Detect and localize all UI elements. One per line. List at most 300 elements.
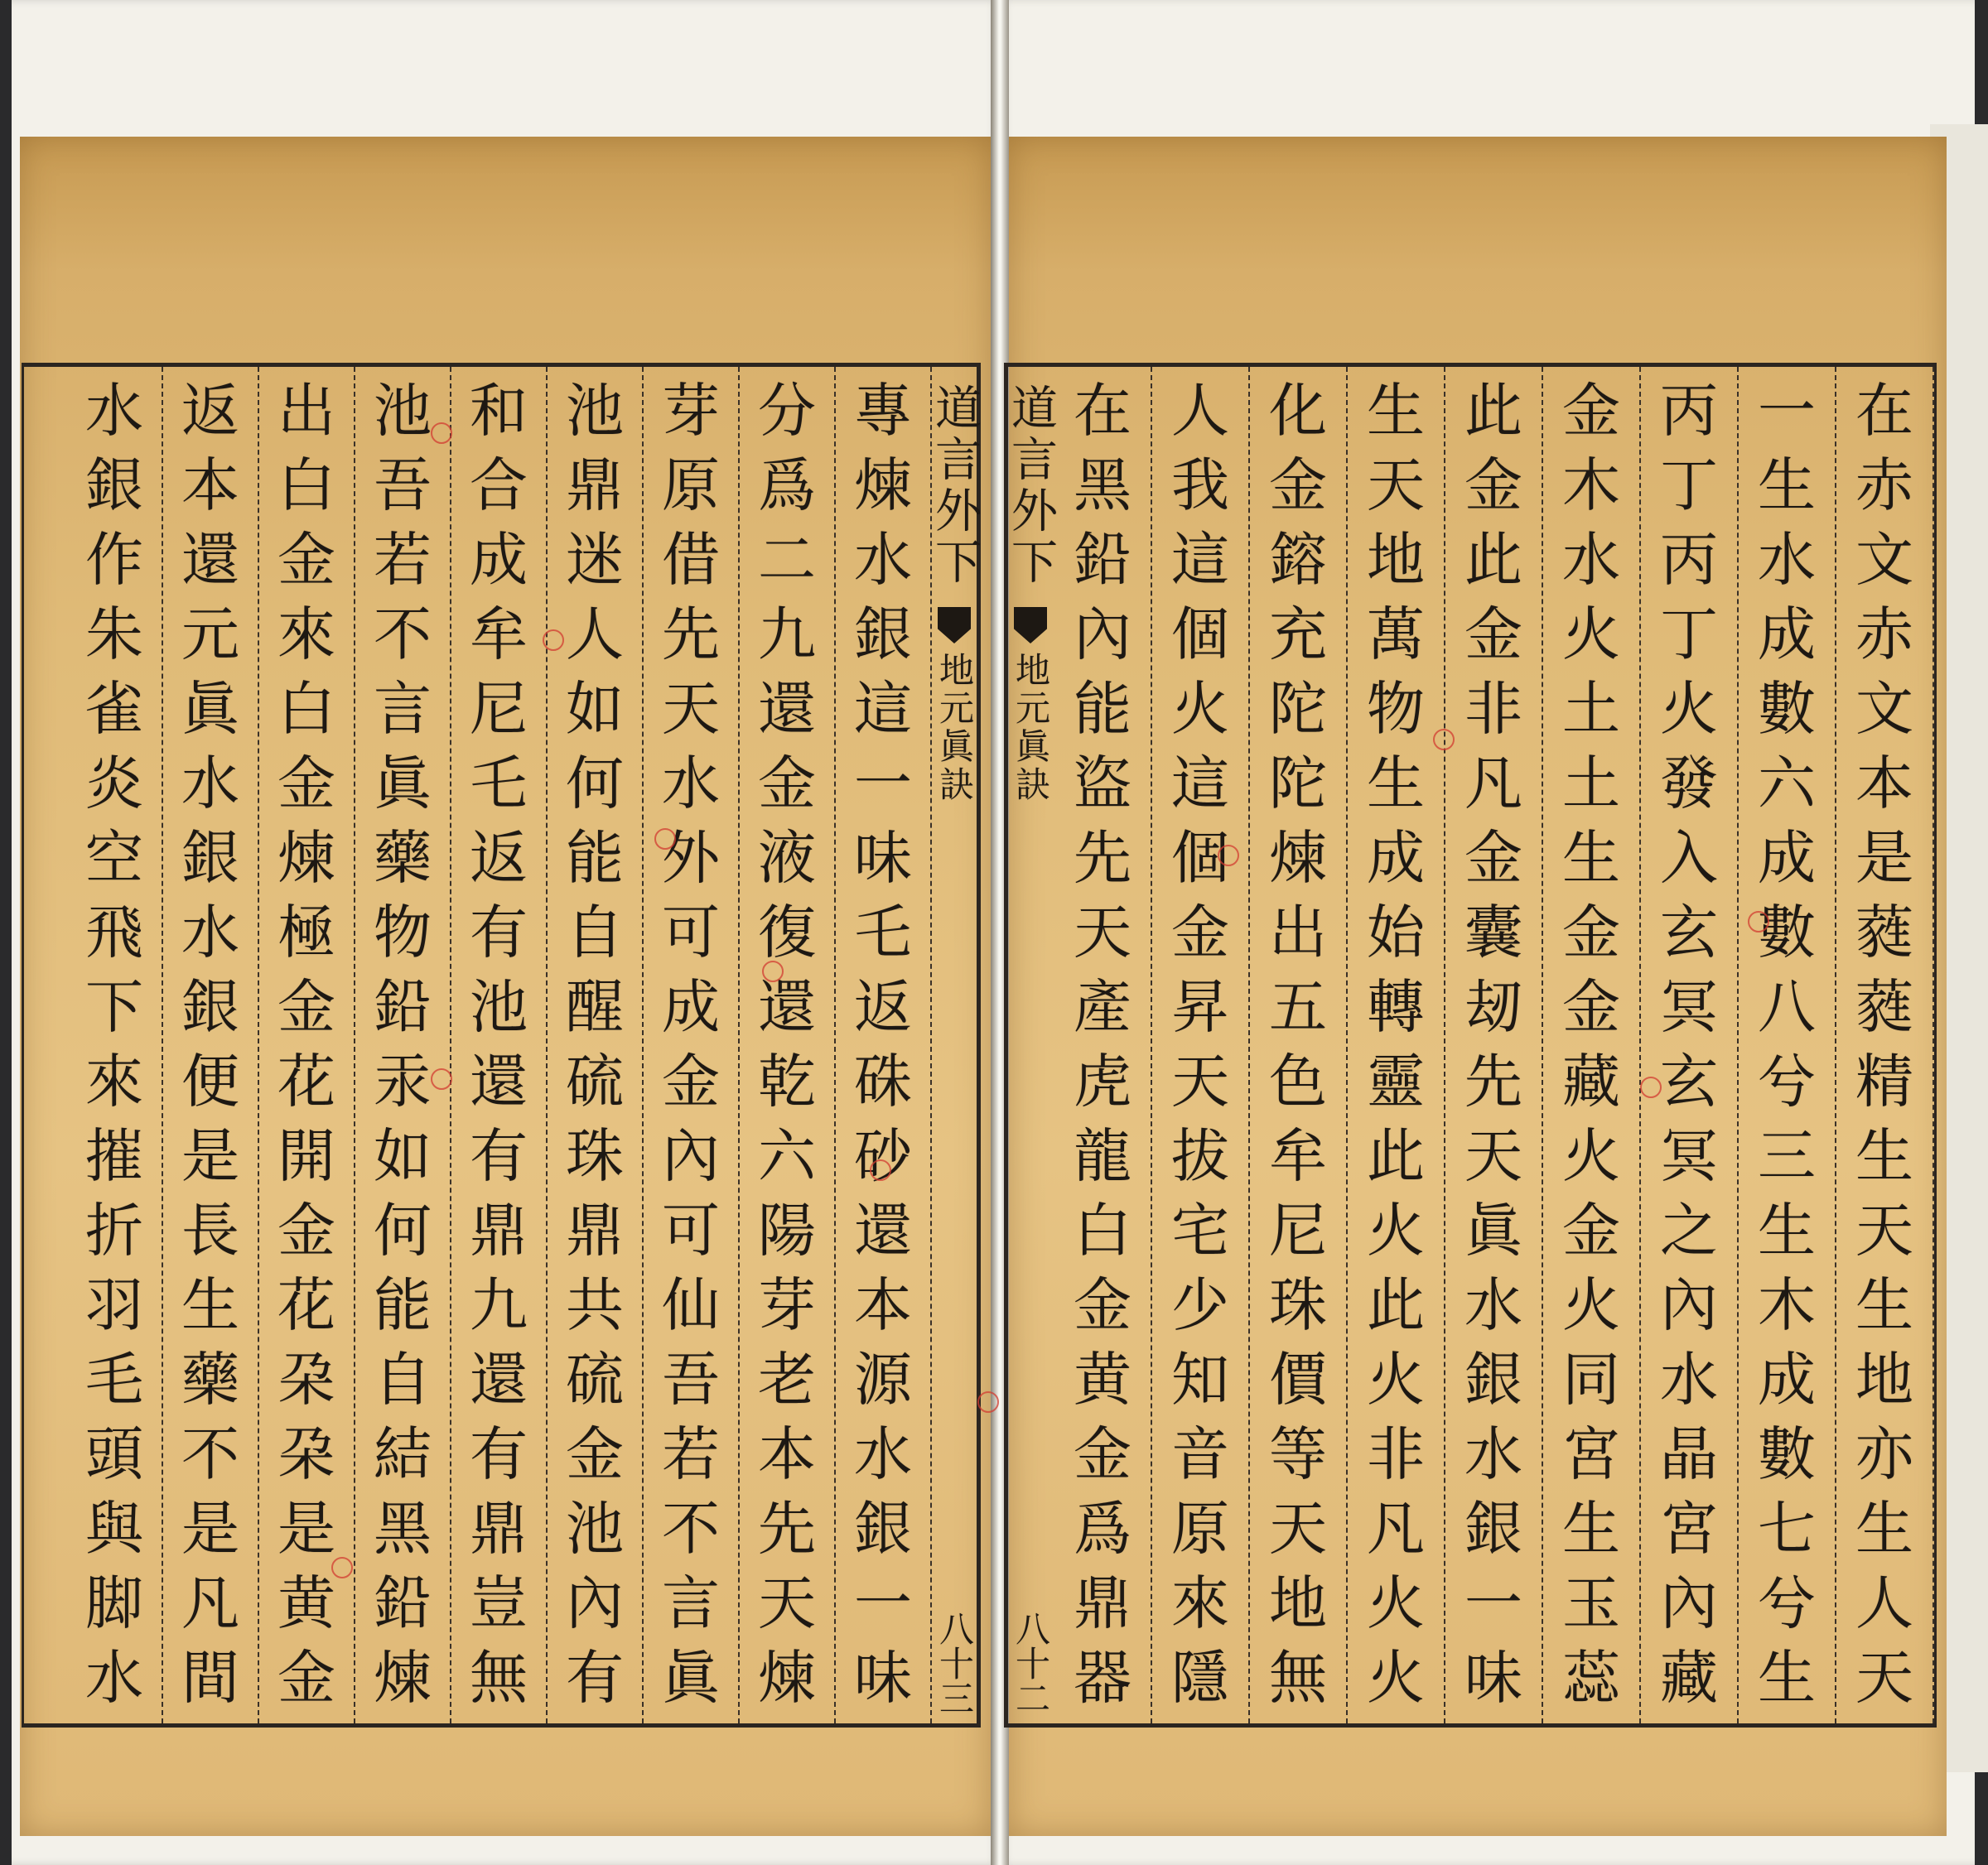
text-char: 數 <box>1758 1420 1816 1488</box>
text-char: 煉 <box>1269 824 1327 892</box>
text-char: 一 <box>854 749 912 817</box>
text-char: 有 <box>470 899 528 966</box>
text-char: 鼎 <box>1074 1569 1132 1637</box>
text-char: 天 <box>1074 899 1132 966</box>
text-char: 化 <box>1269 377 1327 445</box>
text-char: 地 <box>1855 1346 1913 1414</box>
text-char: 這 <box>854 675 912 743</box>
text-char: 萬 <box>1367 600 1425 668</box>
text-char: 陽 <box>758 1197 816 1265</box>
text-char: 非 <box>1464 675 1522 743</box>
text-char: 迷 <box>566 526 624 594</box>
text-char: 黑 <box>374 1495 432 1563</box>
fish-tail-mark <box>938 607 971 643</box>
text-char: 牟 <box>1269 1122 1327 1190</box>
text-char: 入 <box>1660 824 1718 892</box>
text-char: 分 <box>758 377 816 445</box>
text-char: 器 <box>1074 1644 1132 1712</box>
text-char: 白 <box>1074 1197 1132 1265</box>
text-char: 數 <box>1758 899 1816 966</box>
text-char: 返 <box>181 377 239 445</box>
text-char: 朱 <box>85 600 143 668</box>
text-char: 金 <box>662 1048 720 1116</box>
text-char: 黄 <box>277 1569 335 1637</box>
text-char: 在 <box>1074 377 1132 445</box>
banxin-title-char: 道言外下 <box>928 383 982 589</box>
text-column <box>548 367 644 1723</box>
text-char: 火 <box>1660 675 1718 743</box>
text-char: 此 <box>1464 377 1522 445</box>
text-char: 赤 <box>1855 451 1913 519</box>
text-char: 此 <box>1464 526 1522 594</box>
text-char: 內 <box>1660 1271 1718 1339</box>
text-char: 池 <box>374 377 432 445</box>
text-char: 還 <box>854 1197 912 1265</box>
text-char: 火 <box>1562 600 1620 668</box>
text-char: 晶 <box>1660 1420 1718 1488</box>
text-char: 摧 <box>85 1122 143 1190</box>
text-char: 天 <box>1269 1495 1327 1563</box>
text-char: 水 <box>181 749 239 817</box>
text-char: 這 <box>1171 526 1229 594</box>
text-char: 文 <box>1855 675 1913 743</box>
text-char: 硫 <box>566 1346 624 1414</box>
text-char: 元 <box>181 600 239 668</box>
text-char: 水 <box>181 899 239 966</box>
text-char: 金 <box>277 973 335 1041</box>
text-char: 宮 <box>1660 1495 1718 1563</box>
text-char: 轉 <box>1367 973 1425 1041</box>
text-char: 便 <box>181 1048 239 1116</box>
text-char: 火 <box>1367 1346 1425 1414</box>
text-char: 煉 <box>854 451 912 519</box>
text-char: 非 <box>1367 1420 1425 1488</box>
text-char: 味 <box>1464 1644 1522 1712</box>
text-char: 靈 <box>1367 1048 1425 1116</box>
text-char: 飛 <box>85 899 143 966</box>
text-char: 來 <box>1171 1569 1229 1637</box>
banxin-title-char: 道言外下 <box>1004 383 1058 589</box>
text-char: 昇 <box>1171 973 1229 1041</box>
text-char: 生 <box>1758 1197 1816 1265</box>
punctuation-circle-mark <box>331 1557 353 1578</box>
text-char: 言 <box>374 675 432 743</box>
text-char: 此 <box>1367 1271 1425 1339</box>
text-char: 來 <box>277 600 335 668</box>
text-char: 成 <box>1758 1346 1816 1414</box>
text-char: 雀 <box>85 675 143 743</box>
text-char: 一 <box>1464 1569 1522 1637</box>
text-column <box>355 367 451 1723</box>
text-char: 丙 <box>1660 377 1718 445</box>
text-char: 地 <box>1367 526 1425 594</box>
text-char: 一 <box>1758 377 1816 445</box>
text-char: 出 <box>277 377 335 445</box>
punctuation-circle-mark <box>870 1159 891 1181</box>
text-char: 生 <box>1367 377 1425 445</box>
text-char: 金 <box>277 1197 335 1265</box>
text-char: 水 <box>85 377 143 445</box>
text-char: 折 <box>85 1197 143 1265</box>
text-char: 亦 <box>1855 1420 1913 1488</box>
text-char: 朶 <box>277 1420 335 1488</box>
text-column <box>1250 367 1348 1723</box>
text-char: 始 <box>1367 899 1425 966</box>
text-char: 蕤 <box>1855 973 1913 1041</box>
text-char: 七 <box>1758 1495 1816 1563</box>
text-char: 結 <box>374 1420 432 1488</box>
text-char: 凡 <box>1464 749 1522 817</box>
text-char: 仙 <box>662 1271 720 1339</box>
text-char: 生 <box>1855 1495 1913 1563</box>
text-char: 拔 <box>1171 1122 1229 1190</box>
text-char: 能 <box>374 1271 432 1339</box>
text-char: 不 <box>374 600 432 668</box>
punctuation-circle-mark <box>543 629 564 651</box>
text-char: 成 <box>1367 824 1425 892</box>
text-char: 藏 <box>1660 1644 1718 1712</box>
text-char: 白 <box>277 451 335 519</box>
text-char: 同 <box>1562 1346 1620 1414</box>
text-char: 木 <box>1562 451 1620 519</box>
text-char: 藥 <box>374 824 432 892</box>
text-char: 水 <box>854 526 912 594</box>
text-char: 珠 <box>1269 1271 1327 1339</box>
text-char: 黑 <box>1074 451 1132 519</box>
text-char: 爲 <box>1074 1495 1132 1563</box>
text-char: 水 <box>662 749 720 817</box>
text-char: 凡 <box>1367 1495 1425 1563</box>
text-char: 藏 <box>1562 1048 1620 1116</box>
text-char: 火 <box>1171 675 1229 743</box>
text-char: 天 <box>1367 451 1425 519</box>
text-char: 個 <box>1171 824 1229 892</box>
text-column <box>740 367 836 1723</box>
text-char: 三 <box>1758 1122 1816 1190</box>
text-char: 天 <box>1855 1197 1913 1265</box>
text-char: 我 <box>1171 451 1229 519</box>
text-char: 眞 <box>374 749 432 817</box>
text-char: 成 <box>662 973 720 1041</box>
text-char: 是 <box>181 1495 239 1563</box>
text-char: 生 <box>1855 1122 1913 1190</box>
text-char: 兮 <box>1758 1569 1816 1637</box>
text-char: 之 <box>1660 1197 1718 1265</box>
text-char: 下 <box>85 973 143 1041</box>
text-char: 本 <box>181 451 239 519</box>
text-char: 數 <box>1758 675 1816 743</box>
punctuation-circle-mark <box>977 1391 999 1413</box>
text-char: 吾 <box>374 451 432 519</box>
fish-tail-mark <box>1014 607 1047 643</box>
text-char: 丁 <box>1660 451 1718 519</box>
banxin-folio-number: 八十二 <box>1011 1611 1051 1715</box>
text-char: 兮 <box>1758 1048 1816 1116</box>
text-char: 鼎 <box>566 1197 624 1265</box>
text-char: 若 <box>662 1420 720 1488</box>
banxin-folio-number: 八十三 <box>934 1611 975 1715</box>
text-char: 硃 <box>854 1048 912 1116</box>
text-char: 銀 <box>854 1495 912 1563</box>
text-char: 金 <box>1562 899 1620 966</box>
text-char: 生 <box>1758 451 1816 519</box>
text-char: 九 <box>758 600 816 668</box>
punctuation-circle-mark <box>1748 911 1769 932</box>
left-banxin <box>928 367 982 1723</box>
text-char: 金 <box>1464 451 1522 519</box>
text-char: 精 <box>1855 1048 1913 1116</box>
text-char: 龍 <box>1074 1122 1132 1190</box>
text-char: 八 <box>1758 973 1816 1041</box>
text-char: 專 <box>854 377 912 445</box>
text-char: 本 <box>758 1420 816 1488</box>
text-char: 金 <box>1464 824 1522 892</box>
text-char: 珠 <box>566 1122 624 1190</box>
text-char: 羽 <box>85 1271 143 1339</box>
text-char: 火 <box>1562 1122 1620 1190</box>
text-char: 可 <box>662 1197 720 1265</box>
text-char: 人 <box>1171 377 1229 445</box>
text-char: 生 <box>1758 1644 1816 1712</box>
text-char: 充 <box>1269 600 1327 668</box>
text-char: 成 <box>1758 600 1816 668</box>
text-char: 液 <box>758 824 816 892</box>
text-char: 內 <box>1660 1569 1718 1637</box>
text-char: 極 <box>277 899 335 966</box>
text-char: 池 <box>566 1495 624 1563</box>
text-char: 眞 <box>181 675 239 743</box>
text-char: 九 <box>470 1271 528 1339</box>
text-char: 物 <box>374 899 432 966</box>
text-char: 和 <box>470 377 528 445</box>
text-char: 是 <box>277 1495 335 1563</box>
text-column <box>259 367 355 1723</box>
text-char: 火 <box>1562 1271 1620 1339</box>
text-char: 有 <box>470 1122 528 1190</box>
text-char: 成 <box>470 526 528 594</box>
text-char: 借 <box>662 526 720 594</box>
text-char: 發 <box>1660 749 1718 817</box>
text-column <box>1152 367 1250 1723</box>
text-char: 眞 <box>1464 1197 1522 1265</box>
text-char: 六 <box>1758 749 1816 817</box>
text-char: 豈 <box>470 1569 528 1637</box>
text-char: 返 <box>854 973 912 1041</box>
text-char: 成 <box>1758 824 1816 892</box>
left-text-frame <box>22 363 981 1728</box>
text-char: 如 <box>374 1122 432 1190</box>
text-char: 銀 <box>1464 1495 1522 1563</box>
text-char: 鉛 <box>374 973 432 1041</box>
text-char: 水 <box>85 1644 143 1712</box>
text-char: 銀 <box>181 824 239 892</box>
text-char: 本 <box>854 1271 912 1339</box>
text-char: 煉 <box>277 824 335 892</box>
text-char: 一 <box>854 1569 912 1637</box>
text-char: 源 <box>854 1346 912 1414</box>
text-char: 外 <box>662 824 720 892</box>
text-char: 復 <box>758 899 816 966</box>
text-char: 尼 <box>1269 1197 1327 1265</box>
text-char: 虎 <box>1074 1048 1132 1116</box>
text-char: 還 <box>470 1048 528 1116</box>
text-char: 花 <box>277 1271 335 1339</box>
text-char: 金 <box>1464 600 1522 668</box>
text-char: 還 <box>758 675 816 743</box>
text-char: 金 <box>1269 451 1327 519</box>
text-char: 水 <box>854 1420 912 1488</box>
text-char: 囊 <box>1464 899 1522 966</box>
text-char: 鼎 <box>470 1197 528 1265</box>
text-char: 隱 <box>1171 1644 1229 1712</box>
text-char: 開 <box>277 1122 335 1190</box>
text-char: 金 <box>1171 899 1229 966</box>
text-char: 眞 <box>662 1644 720 1712</box>
text-column <box>644 367 740 1723</box>
text-char: 硫 <box>566 1048 624 1116</box>
text-char: 空 <box>85 824 143 892</box>
text-char: 蕊 <box>1562 1644 1620 1712</box>
text-char: 若 <box>374 526 432 594</box>
text-char: 返 <box>470 824 528 892</box>
text-char: 芽 <box>662 377 720 445</box>
banxin-section: 地元眞訣 <box>934 652 975 804</box>
text-column <box>1445 367 1543 1723</box>
text-char: 金 <box>1074 1420 1132 1488</box>
text-char: 內 <box>566 1569 624 1637</box>
text-char: 尼 <box>470 675 528 743</box>
text-char: 藥 <box>181 1346 239 1414</box>
text-char: 陀 <box>1269 675 1327 743</box>
text-char: 水 <box>1464 1420 1522 1488</box>
text-char: 鉛 <box>1074 526 1132 594</box>
text-char: 牟 <box>470 600 528 668</box>
text-char: 金 <box>1074 1271 1132 1339</box>
text-char: 先 <box>1074 824 1132 892</box>
text-char: 五 <box>1269 973 1327 1041</box>
text-char: 宅 <box>1171 1197 1229 1265</box>
text-char: 砂 <box>854 1122 912 1190</box>
text-char: 刼 <box>1464 973 1522 1041</box>
text-column <box>67 367 163 1723</box>
right-text-frame <box>1004 363 1937 1728</box>
text-char: 天 <box>1855 1644 1913 1712</box>
text-char: 火 <box>1367 1197 1425 1265</box>
text-char: 不 <box>181 1420 239 1488</box>
text-char: 原 <box>1171 1495 1229 1563</box>
text-char: 如 <box>566 675 624 743</box>
text-char: 玄 <box>1660 1048 1718 1116</box>
text-char: 冥 <box>1660 973 1718 1041</box>
text-char: 可 <box>662 899 720 966</box>
text-char: 乇 <box>854 899 912 966</box>
text-column <box>1054 367 1152 1723</box>
text-char: 冥 <box>1660 1122 1718 1190</box>
text-char: 天 <box>1464 1122 1522 1190</box>
punctuation-circle-mark <box>1218 845 1239 866</box>
text-char: 合 <box>470 451 528 519</box>
text-char: 共 <box>566 1271 624 1339</box>
text-char: 白 <box>277 675 335 743</box>
text-char: 銀 <box>1464 1346 1522 1414</box>
text-char: 炎 <box>85 749 143 817</box>
text-char: 還 <box>181 526 239 594</box>
text-char: 水 <box>1758 526 1816 594</box>
text-char: 作 <box>85 526 143 594</box>
text-char: 花 <box>277 1048 335 1116</box>
text-char: 陀 <box>1269 749 1327 817</box>
text-char: 金 <box>277 526 335 594</box>
text-column <box>1348 367 1445 1723</box>
text-char: 天 <box>1171 1048 1229 1116</box>
text-char: 金 <box>566 1420 624 1488</box>
text-char: 生 <box>1562 824 1620 892</box>
text-char: 丙 <box>1660 526 1718 594</box>
text-char: 鼎 <box>566 451 624 519</box>
text-char: 是 <box>181 1122 239 1190</box>
text-char: 先 <box>1464 1048 1522 1116</box>
text-char: 地 <box>1269 1569 1327 1637</box>
text-char: 水 <box>1562 526 1620 594</box>
text-char: 知 <box>1171 1346 1229 1414</box>
text-char: 間 <box>181 1644 239 1712</box>
text-column <box>451 367 548 1723</box>
text-char: 個 <box>1171 600 1229 668</box>
text-column <box>1836 367 1934 1723</box>
text-char: 木 <box>1758 1271 1816 1339</box>
text-char: 有 <box>470 1420 528 1488</box>
right-banxin <box>1004 367 1058 1723</box>
text-char: 宮 <box>1562 1420 1620 1488</box>
text-char: 鼎 <box>470 1495 528 1563</box>
text-char: 何 <box>374 1197 432 1265</box>
text-char: 生 <box>1855 1271 1913 1339</box>
text-char: 醒 <box>566 973 624 1041</box>
text-char: 土 <box>1562 675 1620 743</box>
text-column <box>1641 367 1739 1723</box>
text-column <box>836 367 932 1723</box>
banxin-section: 地元眞訣 <box>1011 652 1051 804</box>
text-char: 自 <box>374 1346 432 1414</box>
text-char: 天 <box>758 1569 816 1637</box>
text-char: 六 <box>758 1122 816 1190</box>
text-char: 文 <box>1855 526 1913 594</box>
text-char: 池 <box>470 973 528 1041</box>
text-char: 還 <box>470 1346 528 1414</box>
text-char: 來 <box>85 1048 143 1116</box>
text-char: 音 <box>1171 1420 1229 1488</box>
text-char: 內 <box>1074 600 1132 668</box>
text-char: 人 <box>566 600 624 668</box>
text-char: 爲 <box>758 451 816 519</box>
text-char: 鉛 <box>374 1569 432 1637</box>
text-char: 玄 <box>1660 899 1718 966</box>
text-char: 金 <box>277 749 335 817</box>
text-char: 還 <box>758 973 816 1041</box>
text-char: 此 <box>1367 1122 1425 1190</box>
text-char: 出 <box>1269 899 1327 966</box>
text-char: 生 <box>181 1271 239 1339</box>
text-char: 言 <box>662 1569 720 1637</box>
text-char: 玉 <box>1562 1569 1620 1637</box>
text-char: 金 <box>277 1644 335 1712</box>
text-char: 赤 <box>1855 600 1913 668</box>
text-char: 黄 <box>1074 1346 1132 1414</box>
text-char: 少 <box>1171 1271 1229 1339</box>
text-char: 物 <box>1367 675 1425 743</box>
text-char: 先 <box>758 1495 816 1563</box>
text-char: 與 <box>85 1495 143 1563</box>
